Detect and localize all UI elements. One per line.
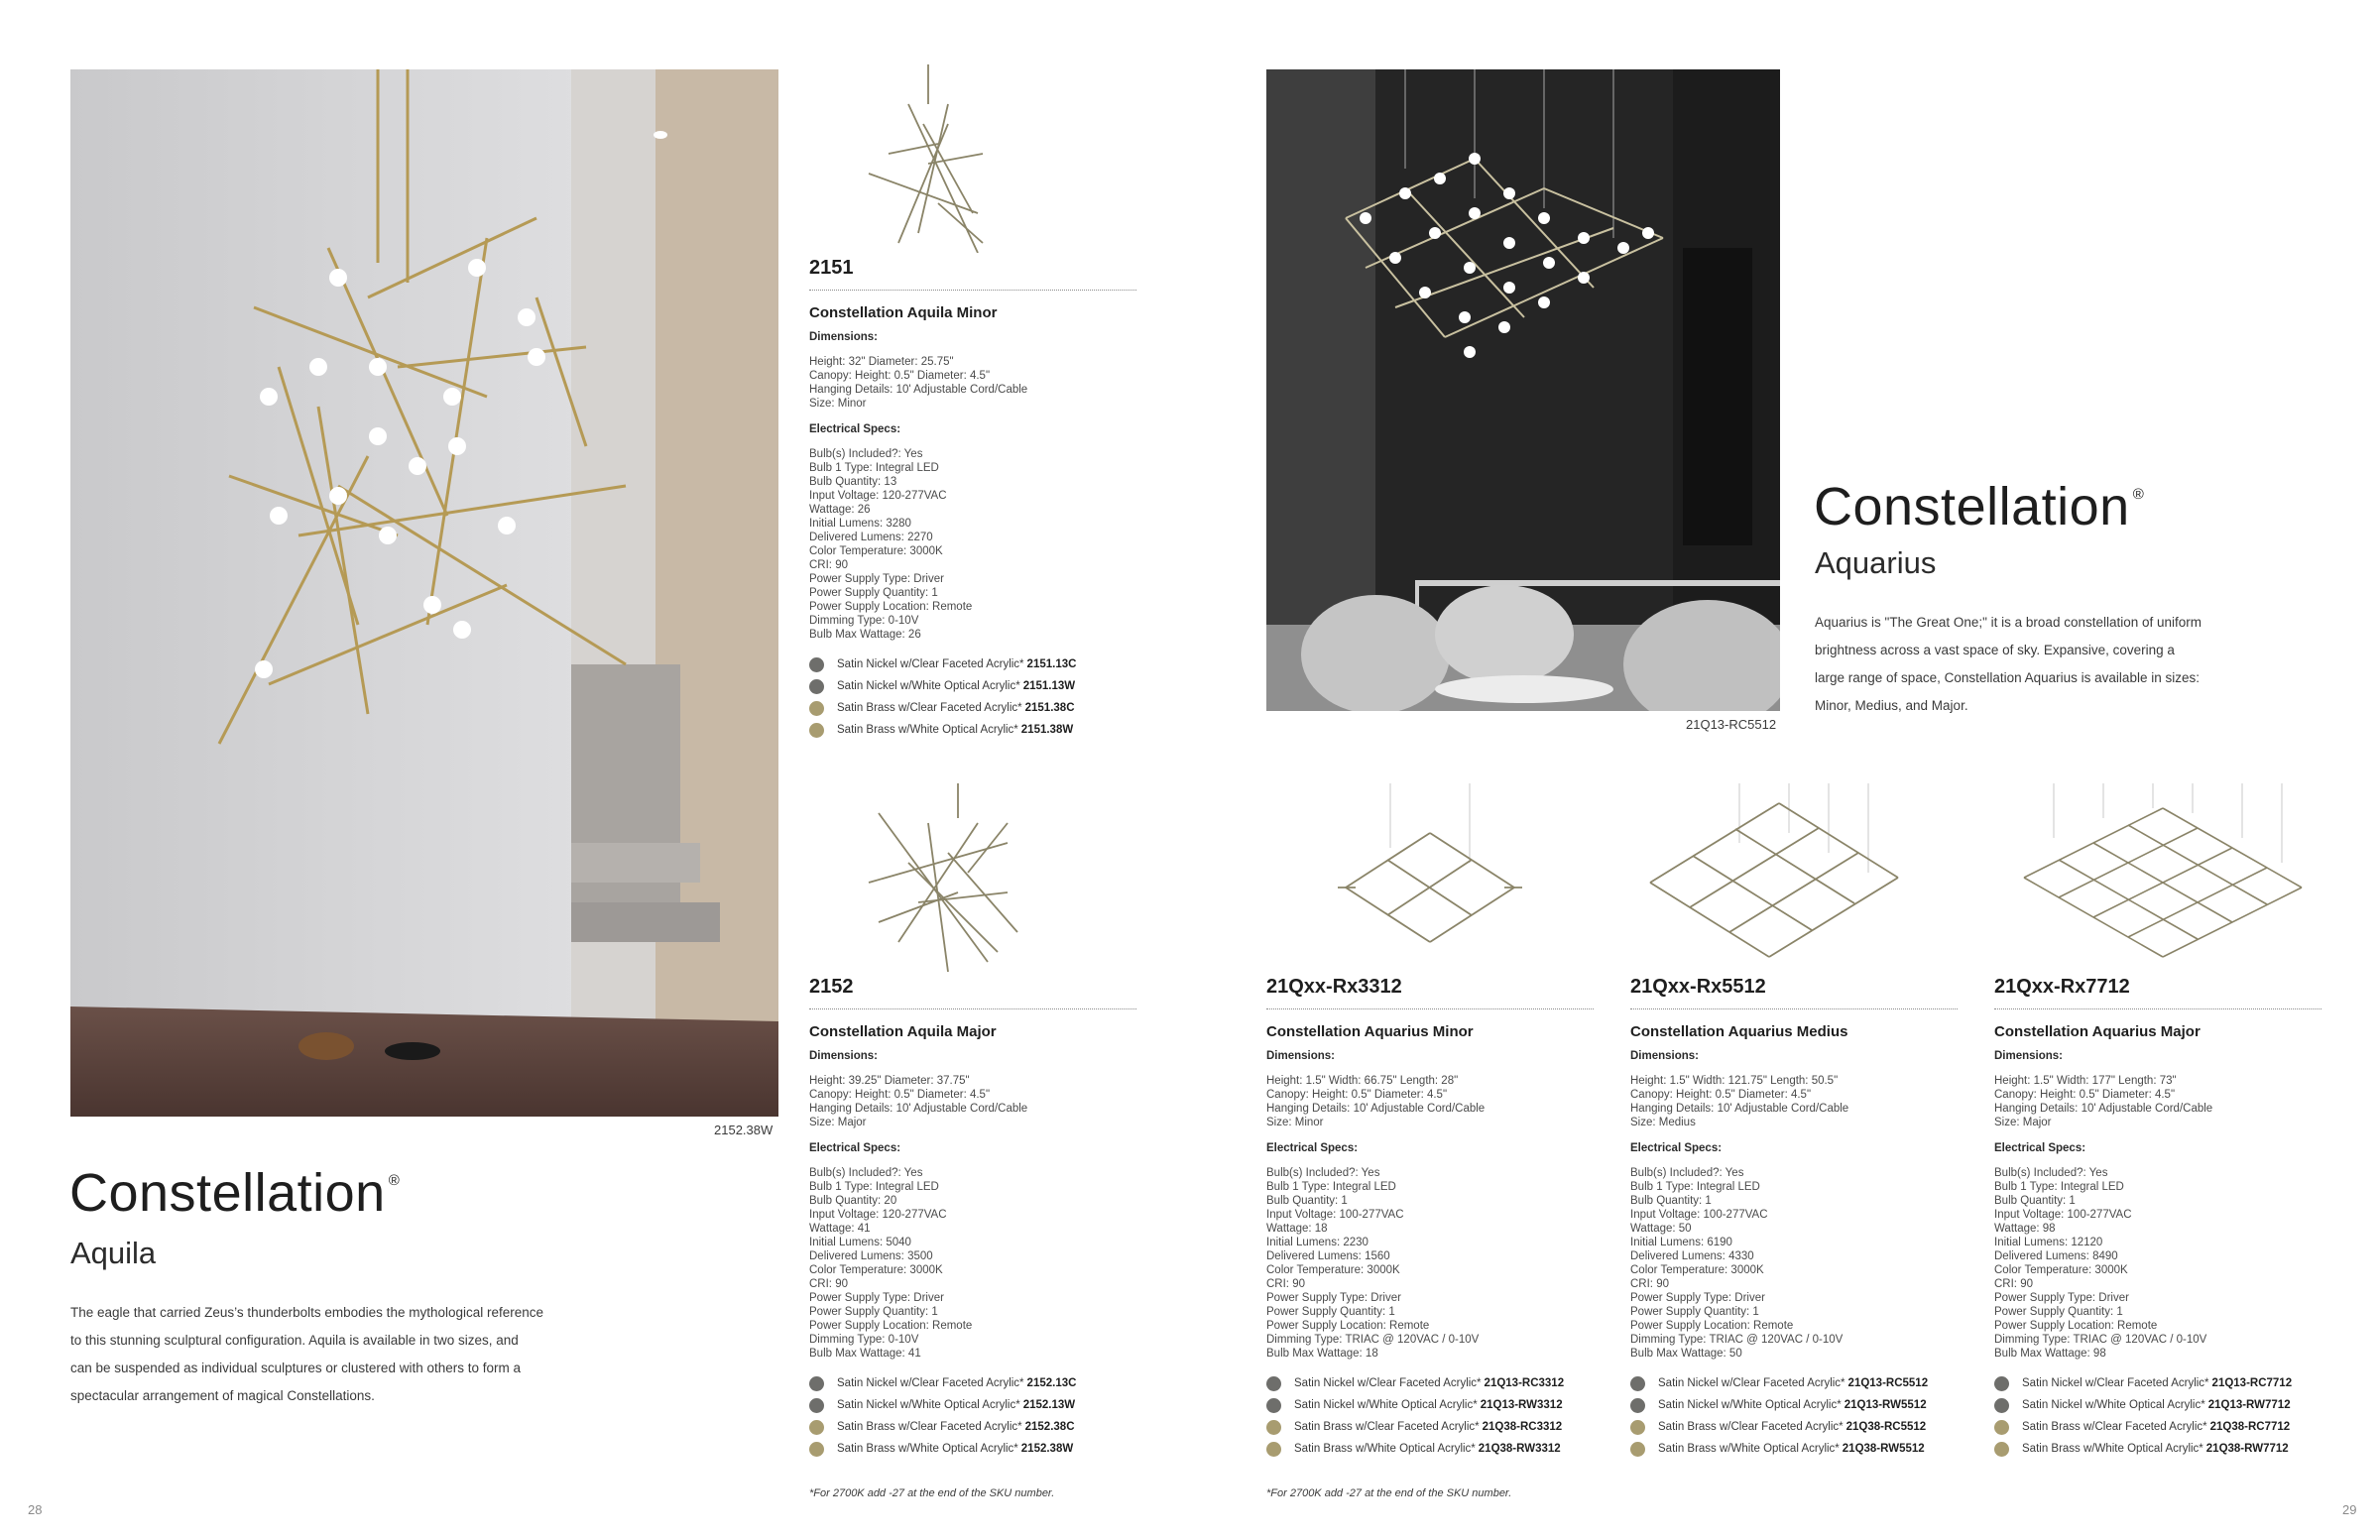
swatch-nickel [1630,1376,1645,1391]
description-line: Aquarius is "The Great One;" it is a broad constellation of uniform [1815,615,2202,630]
finish-option [1994,1372,2321,1394]
finish-option [809,653,1136,675]
spec-line: Initial Lumens: 6190 [1630,1237,1732,1248]
finish-code: 21Q13-RW3312 [1480,1399,1563,1411]
spec-line: Bulb Max Wattage: 50 [1630,1348,1742,1360]
spec-line: Canopy: Height: 0.5" Diameter: 4.5" [809,1089,991,1101]
registered-mark: ® [388,1172,401,1189]
spec-line: Delivered Lumens: 2270 [809,532,933,543]
spec-line: Bulb Max Wattage: 98 [1994,1348,2106,1360]
aquila-room-photo [70,69,778,1117]
swatch-brass [1266,1442,1281,1457]
product-sku: 21Qxx-Rx7712 [1994,976,2321,1009]
spec-line: Power Supply Location: Remote [1630,1320,1794,1332]
spec-line: Hanging Details: 10' Adjustable Cord/Cable [1994,1103,2213,1115]
spec-line: Power Supply Type: Driver [1630,1292,1765,1304]
spec-line: Power Supply Quantity: 1 [809,587,938,599]
spec-line: Wattage: 18 [1266,1223,1328,1235]
electrical-heading: Electrical Specs: [1994,1142,2086,1154]
swatch-nickel [1266,1376,1281,1391]
finish-code: 21Q38-RW7712 [2205,1443,2289,1455]
aquarius-description [1815,609,2271,720]
product-21qxx-rx7712 [1994,783,2321,1460]
spec-line: Bulb Quantity: 1 [1266,1195,1348,1207]
finish-code: 21Q13-RC5512 [1847,1377,1929,1389]
spec-line: Power Supply Type: Driver [1994,1292,2129,1304]
spec-line: Bulb Quantity: 13 [809,476,897,488]
spec-line: Height: 32" Diameter: 25.75" [809,356,954,368]
product-7712-drawing [1994,783,2321,972]
electrical-list [1630,1166,1958,1361]
product-name: Constellation Aquarius Minor [1266,1023,1474,1040]
finish-option [809,1394,1136,1416]
finish-list [1630,1372,1958,1460]
swatch-brass [809,723,824,738]
spec-line: Bulb Max Wattage: 41 [809,1348,921,1360]
spec-line: Wattage: 41 [809,1223,871,1235]
finish-label: Satin Brass w/White Optical Acrylic* [837,1443,1018,1455]
finish-option [1630,1394,1958,1416]
finish-label: Satin Nickel w/White Optical Acrylic* [837,680,1020,692]
finish-code: 21Q13-RW5512 [1844,1399,1927,1411]
spec-line: Bulb Quantity: 1 [1630,1195,1712,1207]
electrical-heading: Electrical Specs: [1630,1142,1723,1154]
spec-line: Power Supply Location: Remote [1266,1320,1430,1332]
finish-option [809,1372,1136,1394]
spec-line: Hanging Details: 10' Adjustable Cord/Cable [809,384,1028,396]
spec-line: Dimming Type: 0-10V [809,615,919,627]
spec-line: Delivered Lumens: 4330 [1630,1250,1754,1262]
left-footnote: *For 2700K add -27 at the end of the SKU number. [809,1487,1055,1499]
brand-name: Constellation [69,1163,386,1223]
dimensions-heading: Dimensions: [1994,1050,2064,1062]
finish-option [1266,1438,1594,1460]
spec-line: Power Supply Location: Remote [809,601,973,613]
aquarius-photo-caption: 21Q13-RC5512 [1686,717,1777,732]
finish-list [809,653,1136,741]
dimensions-list [1266,1074,1594,1129]
description-line: large range of space, Constellation Aquarius is available in sizes: [1815,670,2200,685]
spec-line: Height: 39.25" Diameter: 37.75" [809,1075,970,1087]
description-line: The eagle that carried Zeus’s thunderbolts embodies the mythological reference [70,1305,544,1320]
spec-line: Size: Minor [809,398,867,410]
finish-code: 2152.38W [1020,1443,1074,1455]
spec-line: Color Temperature: 3000K [1266,1264,1400,1276]
spec-line: Dimming Type: 0-10V [809,1334,919,1346]
spec-line: Hanging Details: 10' Adjustable Cord/Cable [1266,1103,1486,1115]
finish-label: Satin Nickel w/Clear Faceted Acrylic* [837,1377,1024,1389]
spec-line: Power Supply Quantity: 1 [1994,1306,2123,1318]
page-number-right: 29 [2342,1502,2357,1517]
spec-line: Power Supply Quantity: 1 [1266,1306,1395,1318]
description-line: Minor, Medius, and Major. [1815,698,1968,713]
finish-list [1266,1372,1594,1460]
finish-label: Satin Nickel w/White Optical Acrylic* [1294,1399,1478,1411]
swatch-nickel [1994,1376,2009,1391]
product-5512-drawing [1630,783,1958,972]
swatch-nickel [809,657,824,672]
spec-line: Canopy: Height: 0.5" Diameter: 4.5" [1994,1089,2176,1101]
dimensions-heading: Dimensions: [1266,1050,1336,1062]
product-2152-drawing [809,783,1136,972]
finish-label: Satin Nickel w/Clear Faceted Acrylic* [837,658,1024,670]
finish-option [1266,1394,1594,1416]
finish-option [1994,1394,2321,1416]
finish-label: Satin Nickel w/Clear Faceted Acrylic* [1658,1377,1845,1389]
finish-code: 2151.13C [1026,658,1077,670]
spec-line: Bulb(s) Included?: Yes [1266,1167,1380,1179]
spec-line: Delivered Lumens: 1560 [1266,1250,1390,1262]
product-sku: 21Qxx-Rx3312 [1266,976,1594,1009]
spec-line: Bulb 1 Type: Integral LED [809,462,939,474]
spec-line: Bulb 1 Type: Integral LED [809,1181,939,1193]
swatch-nickel [1630,1398,1645,1413]
finish-option [1266,1372,1594,1394]
spec-line: Initial Lumens: 12120 [1994,1237,2103,1248]
swatch-nickel [809,1376,824,1391]
product-21qxx-rx3312 [1266,783,1594,1460]
dimensions-list [809,355,1136,411]
finish-label: Satin Brass w/Clear Faceted Acrylic* [837,1421,1022,1433]
finish-label: Satin Nickel w/Clear Faceted Acrylic* [2022,1377,2209,1389]
spec-line: Wattage: 98 [1994,1223,2056,1235]
spec-line: Height: 1.5" Width: 177" Length: 73" [1994,1075,2177,1087]
dimensions-list [809,1074,1136,1129]
finish-label: Satin Nickel w/Clear Faceted Acrylic* [1294,1377,1482,1389]
spec-line: Initial Lumens: 2230 [1266,1237,1368,1248]
finish-label: Satin Nickel w/White Optical Acrylic* [837,1399,1020,1411]
finish-option [1630,1372,1958,1394]
aquarius-room-photo [1266,69,1780,711]
spec-line: Input Voltage: 100-277VAC [1266,1209,1404,1221]
finish-option [809,697,1136,719]
finish-label: Satin Nickel w/White Optical Acrylic* [2022,1399,2205,1411]
dimensions-heading: Dimensions: [809,331,879,343]
finish-code: 2151.13W [1022,680,1076,692]
spec-line: CRI: 90 [1266,1278,1305,1290]
finish-code: 21Q13-RC3312 [1484,1377,1565,1389]
swatch-nickel [1994,1398,2009,1413]
swatch-nickel [809,1398,824,1413]
finish-list [1994,1372,2321,1460]
product-3312-drawing [1266,783,1594,972]
description-line: spectacular arrangement of magical Constellations. [70,1388,375,1403]
dimensions-list [1630,1074,1958,1129]
spec-line: Hanging Details: 10' Adjustable Cord/Cable [1630,1103,1849,1115]
spec-line: Input Voltage: 100-277VAC [1630,1209,1768,1221]
spec-line: Power Supply Location: Remote [809,1320,973,1332]
spec-line: Bulb Quantity: 1 [1994,1195,2076,1207]
spec-line: Input Voltage: 120-277VAC [809,490,947,502]
finish-option [1994,1438,2321,1460]
swatch-brass [1994,1442,2009,1457]
finish-code: 2151.38C [1024,702,1075,714]
finish-code: 2152.38C [1024,1421,1075,1433]
spec-line: Height: 1.5" Width: 121.75" Length: 50.5" [1630,1075,1839,1087]
spec-line: Color Temperature: 3000K [1994,1264,2128,1276]
finish-code: 21Q38-RC5512 [1845,1421,1927,1433]
spec-line: Wattage: 50 [1630,1223,1692,1235]
electrical-heading: Electrical Specs: [809,423,901,435]
spec-line: Power Supply Quantity: 1 [1630,1306,1759,1318]
product-2151 [809,64,1136,741]
description-line: can be suspended as individual sculptures or clustered with others to form a [70,1361,521,1375]
electrical-list [1994,1166,2321,1361]
product-2152 [809,783,1136,1460]
brand-name: Constellation [1814,477,2130,536]
swatch-brass [809,701,824,716]
electrical-list [1266,1166,1594,1361]
page-number-left: 28 [28,1502,43,1517]
spec-line: Color Temperature: 3000K [809,1264,943,1276]
aquarius-subtitle: Aquarius [1815,545,1937,580]
finish-label: Satin Brass w/Clear Faceted Acrylic* [1658,1421,1844,1433]
spec-line: Size: Major [809,1117,867,1128]
swatch-brass [1630,1442,1645,1457]
finish-code: 21Q13-RC7712 [2211,1377,2293,1389]
spec-line: Bulb(s) Included?: Yes [809,448,923,460]
spec-line: Power Supply Location: Remote [1994,1320,2158,1332]
product-name: Constellation Aquarius Major [1994,1023,2201,1040]
description-line: brightness across a vast space of sky. Expansive, covering a [1815,643,2175,657]
dimensions-list [1994,1074,2321,1129]
registered-mark: ® [2132,486,2145,503]
spec-line: CRI: 90 [809,559,848,571]
swatch-brass [1994,1420,2009,1435]
spec-line: Bulb(s) Included?: Yes [1630,1167,1744,1179]
swatch-nickel [809,679,824,694]
swatch-nickel [1266,1398,1281,1413]
aquila-subtitle: Aquila [70,1236,157,1270]
aquila-description [70,1299,665,1410]
finish-option [809,719,1136,741]
spec-line: Bulb 1 Type: Integral LED [1266,1181,1396,1193]
finish-code: 2151.38W [1020,724,1074,736]
finish-label: Satin Brass w/White Optical Acrylic* [2022,1443,2203,1455]
spec-line: Dimming Type: TRIAC @ 120VAC / 0-10V [1630,1334,1844,1346]
finish-label: Satin Brass w/White Optical Acrylic* [1294,1443,1476,1455]
finish-code: 21Q13-RW7712 [2207,1399,2291,1411]
swatch-brass [809,1442,824,1457]
finish-option [809,1438,1136,1460]
spec-line: Input Voltage: 100-277VAC [1994,1209,2132,1221]
electrical-list [809,447,1136,642]
spec-line: Bulb Max Wattage: 18 [1266,1348,1378,1360]
spec-line: Height: 1.5" Width: 66.75" Length: 28" [1266,1075,1459,1087]
spec-line: Canopy: Height: 0.5" Diameter: 4.5" [1630,1089,1812,1101]
spec-line: CRI: 90 [1630,1278,1669,1290]
swatch-brass [1630,1420,1645,1435]
finish-code: 2152.13C [1026,1377,1077,1389]
finish-option [1630,1438,1958,1460]
spec-line: Color Temperature: 3000K [1630,1264,1764,1276]
spec-line: Bulb Max Wattage: 26 [809,629,921,641]
spec-line: Size: Major [1994,1117,2052,1128]
finish-option [1994,1416,2321,1438]
spec-line: Hanging Details: 10' Adjustable Cord/Cable [809,1103,1028,1115]
spec-line: Input Voltage: 120-277VAC [809,1209,947,1221]
finish-code: 21Q38-RW5512 [1842,1443,1925,1455]
product-21qxx-rx5512 [1630,783,1958,1460]
spec-line: Bulb(s) Included?: Yes [809,1167,923,1179]
finish-label: Satin Brass w/Clear Faceted Acrylic* [2022,1421,2207,1433]
spec-line: CRI: 90 [809,1278,848,1290]
product-name: Constellation Aquarius Medius [1630,1023,1848,1040]
swatch-brass [809,1420,824,1435]
finish-label: Satin Brass w/Clear Faceted Acrylic* [837,702,1022,714]
finish-option [809,675,1136,697]
spec-line: Size: Minor [1266,1117,1324,1128]
spec-line: Bulb 1 Type: Integral LED [1630,1181,1760,1193]
product-name: Constellation Aquila Major [809,1023,997,1040]
spec-line: Bulb Quantity: 20 [809,1195,897,1207]
spec-line: Power Supply Type: Driver [809,573,944,585]
finish-label: Satin Brass w/White Optical Acrylic* [1658,1443,1840,1455]
electrical-list [809,1166,1136,1361]
aquila-brand-title [69,1162,400,1224]
dimensions-heading: Dimensions: [809,1050,879,1062]
spec-line: Wattage: 26 [809,504,871,516]
product-sku: 2152 [809,976,1136,1009]
spec-line: Power Supply Quantity: 1 [809,1306,938,1318]
finish-list [809,1372,1136,1460]
finish-label: Satin Brass w/White Optical Acrylic* [837,724,1018,736]
spec-line: Initial Lumens: 5040 [809,1237,911,1248]
product-sku: 21Qxx-Rx5512 [1630,976,1958,1009]
product-sku: 2151 [809,257,1136,291]
spec-line: Delivered Lumens: 3500 [809,1250,933,1262]
description-line: to this stunning sculptural configuration. Aquila is available in two sizes, and [70,1333,519,1348]
finish-code: 21Q38-RC3312 [1482,1421,1563,1433]
spec-line: Size: Medius [1630,1117,1696,1128]
product-2151-drawing [809,64,1136,253]
finish-option [809,1416,1136,1438]
electrical-heading: Electrical Specs: [1266,1142,1359,1154]
spec-line: Initial Lumens: 3280 [809,518,911,530]
swatch-brass [1266,1420,1281,1435]
spec-line: Canopy: Height: 0.5" Diameter: 4.5" [1266,1089,1448,1101]
product-name: Constellation Aquila Minor [809,304,998,321]
aquarius-brand-title [1814,476,2144,537]
dimensions-heading: Dimensions: [1630,1050,1700,1062]
spec-line: Bulb 1 Type: Integral LED [1994,1181,2124,1193]
spec-line: Canopy: Height: 0.5" Diameter: 4.5" [809,370,991,382]
spec-line: Delivered Lumens: 8490 [1994,1250,2118,1262]
spec-line: Power Supply Type: Driver [809,1292,944,1304]
aquila-photo-caption: 2152.38W [714,1123,774,1137]
spec-line: Bulb(s) Included?: Yes [1994,1167,2108,1179]
finish-option [1630,1416,1958,1438]
right-footnote: *For 2700K add -27 at the end of the SKU number. [1266,1487,1512,1499]
spec-line: CRI: 90 [1994,1278,2033,1290]
finish-label: Satin Nickel w/White Optical Acrylic* [1658,1399,1842,1411]
finish-label: Satin Brass w/Clear Faceted Acrylic* [1294,1421,1480,1433]
finish-option [1266,1416,1594,1438]
spec-line: Dimming Type: TRIAC @ 120VAC / 0-10V [1266,1334,1480,1346]
finish-code: 21Q38-RW3312 [1478,1443,1561,1455]
finish-code: 2152.13W [1022,1399,1076,1411]
spec-line: Power Supply Type: Driver [1266,1292,1401,1304]
spec-line: Color Temperature: 3000K [809,545,943,557]
finish-code: 21Q38-RC7712 [2209,1421,2291,1433]
spec-line: Dimming Type: TRIAC @ 120VAC / 0-10V [1994,1334,2207,1346]
electrical-heading: Electrical Specs: [809,1142,901,1154]
